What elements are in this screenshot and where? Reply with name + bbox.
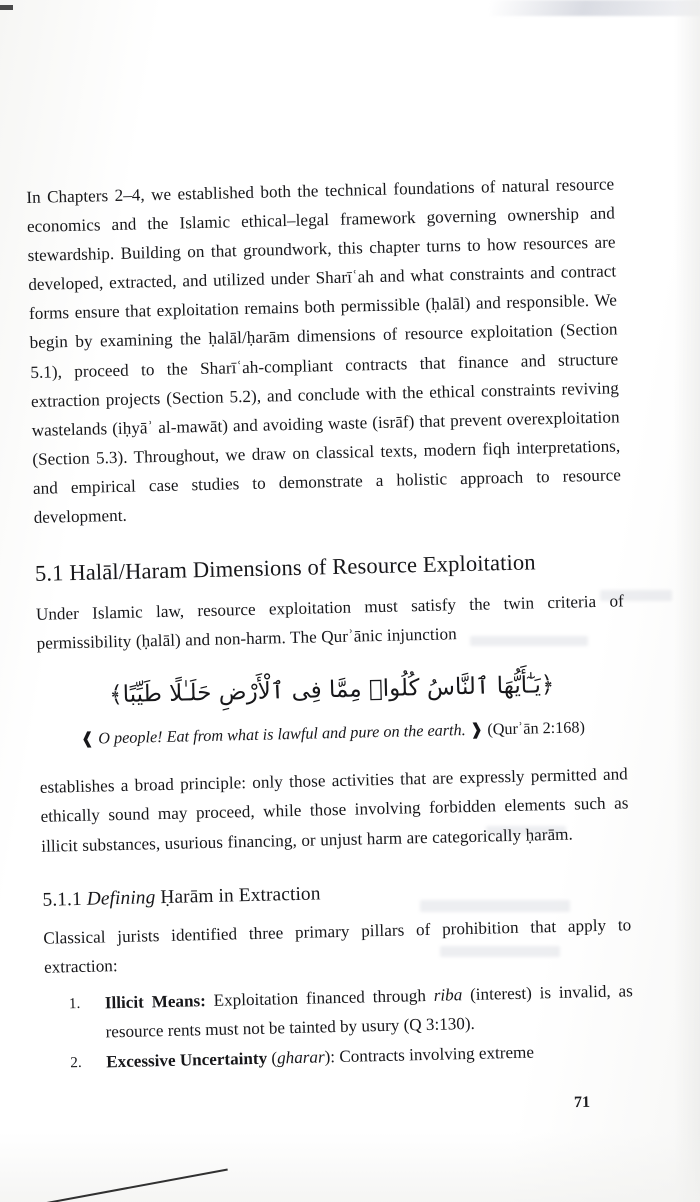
- pillars-list: [45, 976, 635, 1078]
- ornament-close-icon: ❱: [469, 720, 484, 740]
- subsection-number: 5.1.1: [42, 888, 83, 911]
- pillar-text-b: (interest) is invalid, as resource rents must not be tainted by usury (Q 3:130).: [105, 981, 633, 1042]
- pillar-term: Excessive Uncertainty: [106, 1048, 268, 1072]
- subsection-heading-italic: Defining: [86, 886, 156, 910]
- pillar-number: 1.: [68, 994, 81, 1013]
- pillar-emphasis: riba: [433, 984, 463, 1005]
- scan-artifact-top-right: [490, 0, 700, 16]
- pillar-number: 2.: [70, 1053, 82, 1072]
- scan-artifact-top-left: [0, 5, 13, 10]
- subsection-heading-5-1-1: [42, 873, 630, 914]
- scan-edge-fade-bottom: [0, 1132, 700, 1202]
- subsection-lead-paragraph: Classical jurists identified three primary pillars of prohibition that apply to extraction:: [43, 914, 632, 977]
- intro-paragraph: In Chapters 2–4, we established both the technical foundations of natural resource economics and the Islamic ethical–legal framework governing ownership and stewardship. Building on that groundwork, this chapter turns to how resources are developed, extracted, and utilized under Sharīʿah and what constraints and contract forms ensure that exploitation remains both permissible (ḥalāl) and responsible. We begin by examining the ḥalāl/ḥarām dimensions of resource exploitation (Section 5.1), proceed to the Sharīʿah-compliant contracts that finance and structure extraction projects (Section 5.2), and conclude with the ethical constraints reviving wastelands (iḥyāʾ al-mawāt) and avoiding waste (isrāf) that prevent overexploitation (Section 5.3). Throughout, we draw on classical texts, modern fiqh interpretations, and empirical case studies to demonstrate a holistic approach to resource development.: [26, 174, 622, 527]
- pillar-text-a: (: [266, 1048, 278, 1068]
- section-lead-paragraph: Under Islamic law, resource exploitation must satisfy the twin criteria of permissibility (ḥalāl) and non-harm. The Qurʾānic injunction: [35, 591, 625, 654]
- ornament-open-icon: ❰: [80, 729, 95, 749]
- after-verse-paragraph: establishes a broad principle: only those activities that are expressly permitted and ethically sound may proceed, while those involving forbidden elements such as illicit substances, usurious financing, or unjust harm are categorically ḥarām.: [39, 764, 629, 856]
- pillar-emphasis: gharar: [276, 1047, 325, 1068]
- pillar-text-a: Exploitation financed through: [205, 985, 434, 1010]
- pillar-term: Illicit Means:: [104, 990, 207, 1013]
- subsection-heading-rest: Ḥarām in Extraction: [160, 883, 321, 908]
- section-heading-5-1: 5.1 Halāl/Haram Dimensions of Resource Exploitation: [34, 549, 536, 587]
- quran-verse-translation: O people! Eat from what is lawful and pure on the earth.: [98, 721, 466, 748]
- page-number: 71: [573, 1093, 591, 1112]
- quran-verse-arabic: ﴿يَـٰٓأَيُّهَا ٱلنَّاسُ كُلُوا۟ مِمَّا فِى ٱلْأَرْضِ حَلَـٰلًا طَيِّبًا﴾: [108, 672, 555, 709]
- quran-verse-translation-line: [39, 714, 627, 754]
- text-column: [26, 169, 634, 1078]
- scan-edge-fade-right: [674, 0, 700, 1202]
- quran-verse-reference: (Qurʾān 2:168): [487, 718, 586, 739]
- quran-verse-block: [37, 663, 627, 754]
- pillar-text-b: ): Contracts involving extreme: [324, 1042, 535, 1067]
